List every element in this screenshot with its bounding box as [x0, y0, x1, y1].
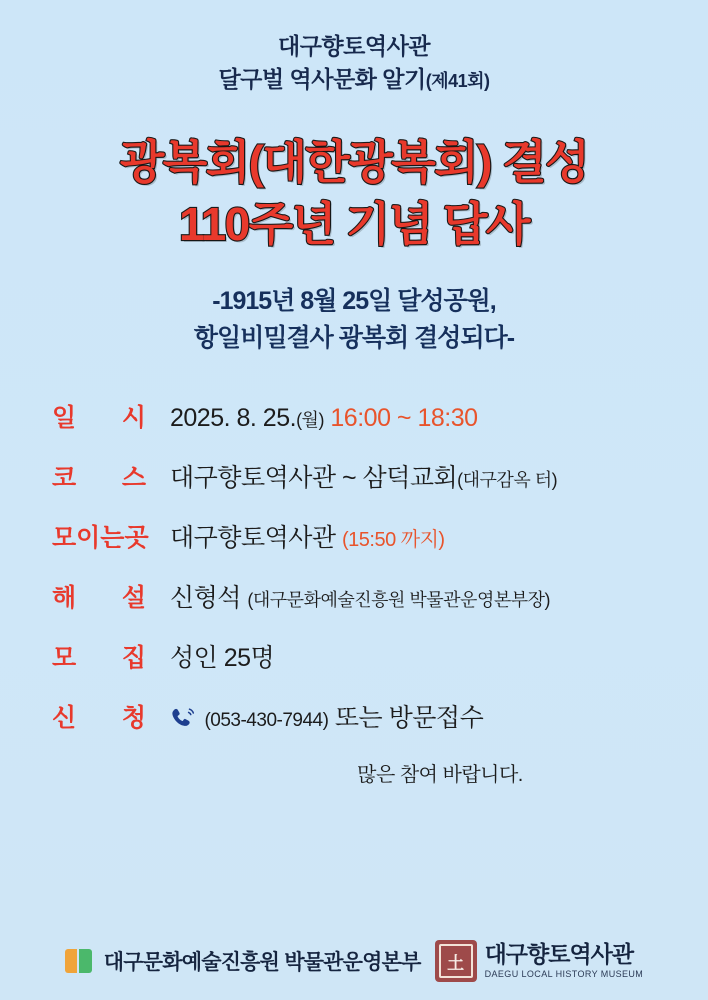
apply-alt-method: 또는 방문접수 [334, 703, 484, 732]
apply-phone-number[interactable]: (053-430-7944) [204, 709, 329, 731]
meeting-place-value-main: 대구향토역사관 [170, 523, 336, 552]
recruit-row-value: 성인 25명 [170, 643, 275, 672]
narrator-row [52, 578, 678, 614]
meeting-place-label: 모이는곳 [52, 523, 149, 552]
footer-left-group [65, 946, 421, 976]
recruit-label-char-2: 집 [121, 643, 146, 672]
date-label-char-2: 시 [121, 403, 146, 432]
museum-name-ko: 대구향토역사관 [484, 941, 634, 968]
apply-row [52, 698, 678, 734]
header-series-title: 달구벌 역사문화 알기 [218, 66, 426, 93]
phone-icon [170, 707, 196, 729]
header-organization: 대구향토역사관 [277, 33, 431, 59]
narrator-affiliation: (대구문화예술진흥원 박물관운영본부장) [247, 589, 550, 610]
closing-note: 많은 참여 바랍니다. [357, 763, 523, 786]
poster-title [0, 131, 708, 255]
footer-organizer-name: 대구문화예술진흥원 박물관운영본부 [103, 951, 421, 974]
meeting-place-deadline: (15:50 까지) [342, 528, 445, 551]
recruit-label-char-1: 모 [52, 643, 77, 672]
meeting-place-row [52, 518, 678, 554]
museum-name-en: DAEGU LOCAL HISTORY MUSEUM [484, 968, 644, 979]
date-label-char-1: 일 [52, 403, 77, 432]
narrator-row-value [170, 578, 550, 614]
apply-label-char-2: 청 [121, 703, 146, 732]
apply-row-label [52, 698, 170, 734]
date-row [52, 398, 678, 434]
date-value-main: 2025. 8. 25. [170, 403, 297, 432]
museum-seal-glyph: 土 [439, 944, 473, 978]
subtitle-line-2: 항일비밀결사 광복회 결성되다- [193, 324, 515, 353]
info-list [0, 398, 708, 787]
recruit-row [52, 638, 678, 674]
title-line-2: 110주년 기념 답사 [179, 197, 529, 250]
course-value-main: 대구향토역사관 ~ 삼덕교회 [170, 463, 458, 492]
narrator-name: 신형석 [170, 583, 241, 612]
meeting-place-value [170, 518, 445, 554]
poster-header [0, 0, 708, 97]
poster-subtitle [0, 283, 708, 358]
course-row-label [52, 458, 170, 494]
narrator-label-char-1: 해 [52, 583, 77, 612]
apply-row-value [170, 698, 483, 734]
date-value-time: 16:00 ~ 18:30 [330, 403, 478, 432]
date-value-weekday: (월) [296, 409, 324, 430]
course-label-char-2: 스 [121, 463, 146, 492]
museum-name-block [485, 942, 644, 979]
header-series-count: (제41회) [425, 71, 490, 92]
course-value-note: (대구감옥 터) [457, 469, 558, 490]
narrator-row-label [52, 578, 170, 614]
date-row-label [52, 398, 170, 434]
poster-footer [0, 940, 708, 982]
apply-label-char-1: 신 [52, 703, 77, 732]
course-row [52, 458, 678, 494]
date-row-value [170, 404, 478, 433]
recruit-row-label [52, 638, 170, 674]
museum-seal-icon [435, 940, 477, 982]
daegu-culture-logo-icon [65, 946, 95, 976]
header-series [0, 63, 708, 96]
course-label-char-1: 코 [52, 463, 77, 492]
course-row-value [170, 458, 557, 494]
subtitle-line-1: -1915년 8월 25일 달성공원, [212, 286, 496, 315]
title-line-1: 광복회(대한광복회) 결성 [119, 135, 589, 188]
narrator-label-char-2: 설 [121, 583, 146, 612]
footer-right-group [435, 940, 644, 982]
